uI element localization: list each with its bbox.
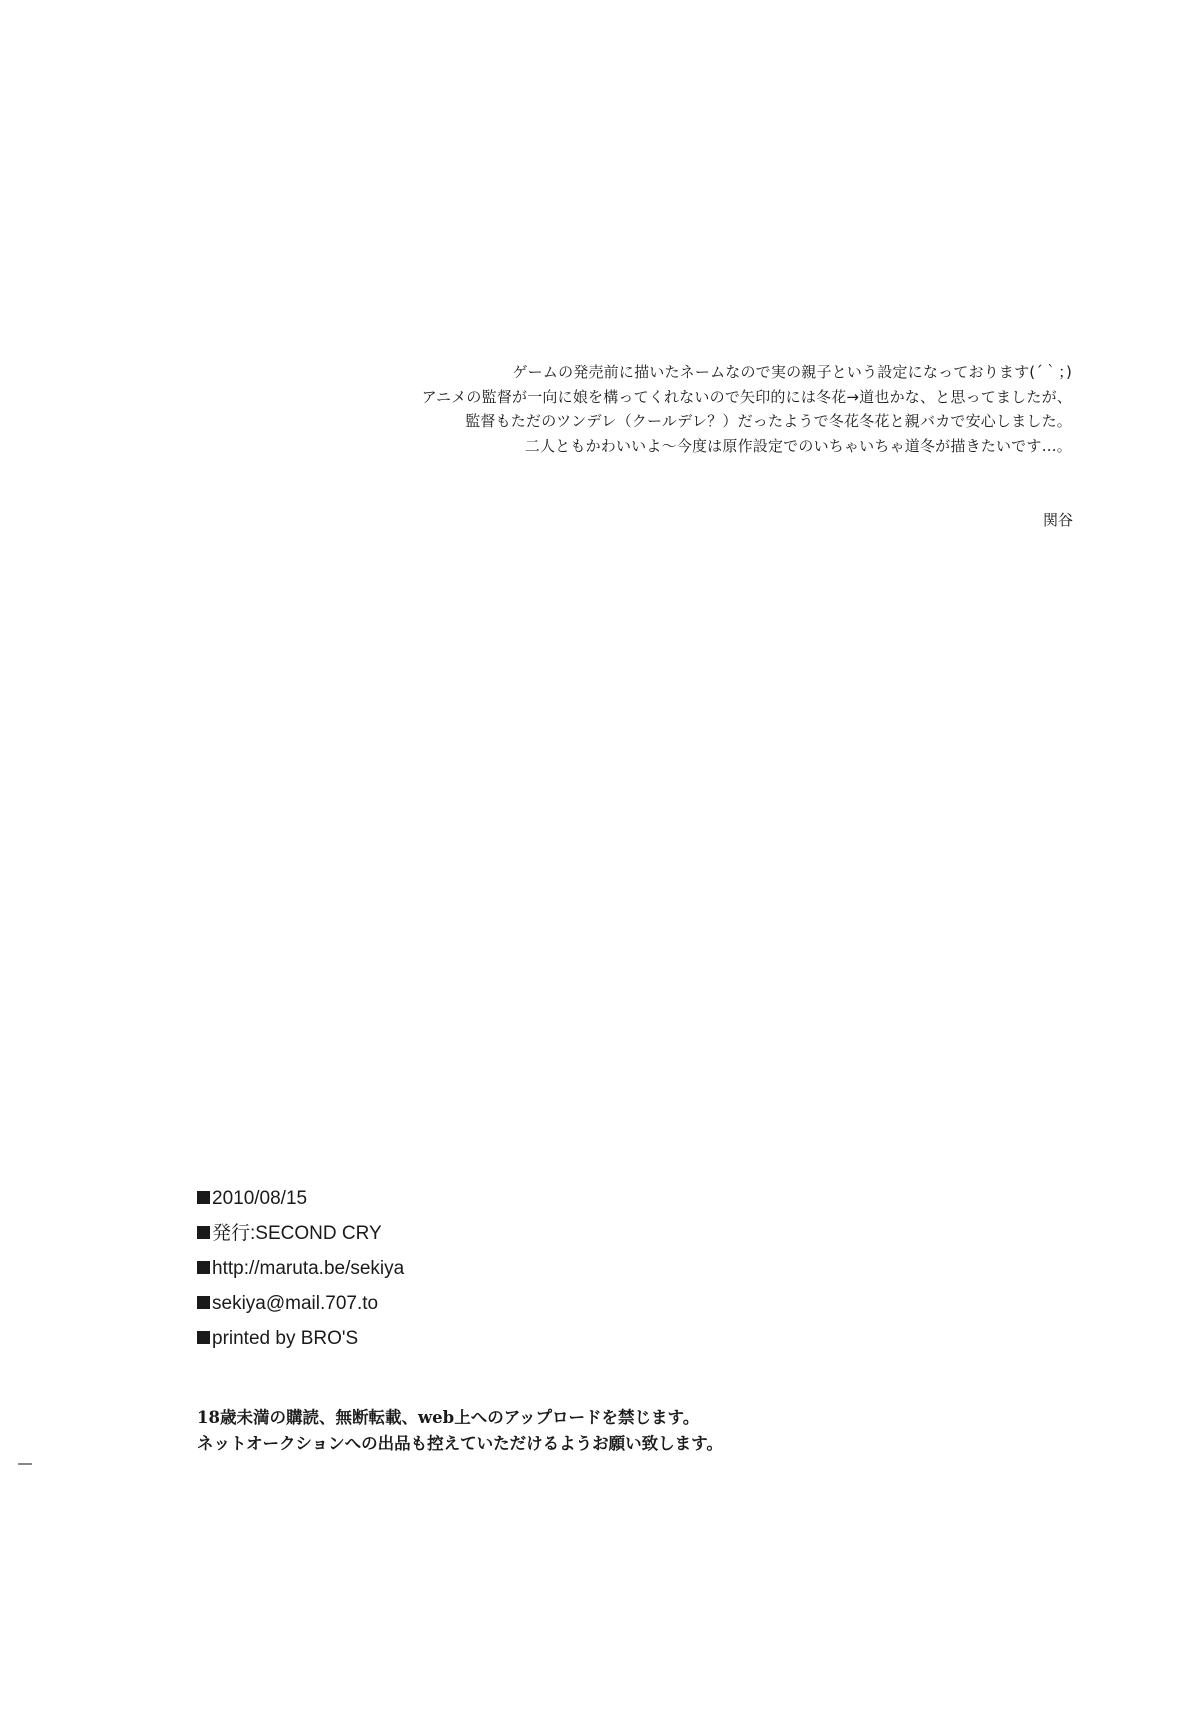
square-bullet-icon: [197, 1226, 210, 1239]
square-bullet-icon: [197, 1261, 210, 1274]
square-bullet-icon: [197, 1191, 210, 1204]
afterword-line: ゲームの発売前に描いたネームなので実の親子という設定になっております(´｀；): [512, 363, 1072, 381]
colophon-publisher: 発行:SECOND CRY: [197, 1216, 404, 1251]
afterword-line: アニメの監督が一向に娘を構ってくれないので矢印的には冬花→道也かな、と思ってましたが、: [421, 387, 1072, 406]
afterword-line: 監督もただのツンデレ（クールデレ？）だったようで冬花冬花と親バカで安心しました。: [465, 412, 1072, 430]
afterword-text: [312, 360, 1072, 458]
square-bullet-icon: [197, 1331, 210, 1344]
author-signature: 関谷: [1042, 511, 1073, 529]
scan-mark: [18, 1463, 32, 1465]
notice-line: 18歳未満の購読、無断転載、web上へのアップロードを禁じます。: [197, 1408, 700, 1427]
colophon-email: sekiya@mail.707.to: [197, 1286, 404, 1321]
notice-line: ネットオークションへの出品も控えていただけるようお願い致します。: [197, 1434, 723, 1453]
colophon-date: 2010/08/15: [197, 1181, 404, 1216]
colophon: [197, 1181, 404, 1356]
legal-notice: [197, 1405, 723, 1457]
afterword-line: 二人ともかわいいよ～今度は原作設定でのいちゃいちゃ道冬が描きたいです…。: [524, 436, 1072, 455]
square-bullet-icon: [197, 1296, 210, 1309]
colophon-website: http://maruta.be/sekiya: [197, 1251, 404, 1286]
colophon-printer: printed by BRO'S: [197, 1321, 404, 1356]
